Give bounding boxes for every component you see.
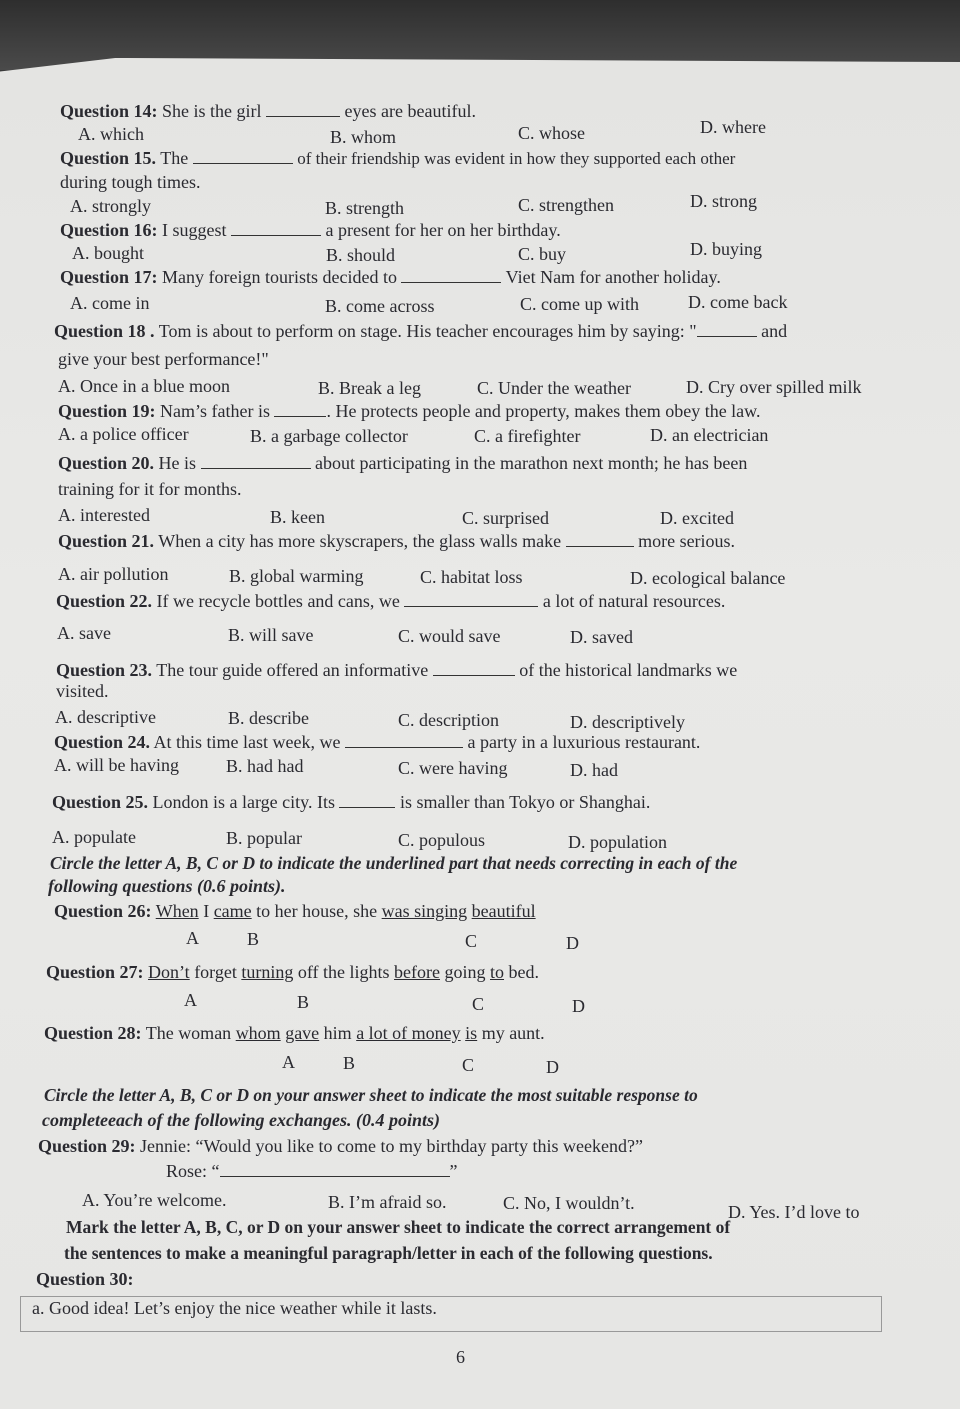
question-15: Question 15. The of their friendship was evident in how they supported each other	[60, 148, 736, 168]
question-16: Question 16: I suggest a present for her on her birthday.	[60, 220, 561, 240]
option-c[interactable]: C. habitat loss	[420, 567, 523, 587]
option-d[interactable]: D. ecological balance	[630, 568, 786, 588]
option-c[interactable]: C. populous	[398, 830, 486, 850]
answer-blank[interactable]	[345, 733, 463, 748]
answer-blank[interactable]	[274, 402, 326, 417]
answer-blank[interactable]	[401, 268, 501, 283]
option-b[interactable]: B. come across	[325, 296, 435, 316]
option-a[interactable]: A. Once in a blue moon	[58, 376, 230, 396]
question-22: Question 22. If we recycle bottles and cans, we a lot of natural resources.	[56, 591, 726, 611]
option-d[interactable]: D. excited	[660, 508, 734, 528]
part-c[interactable]: was singing	[381, 901, 468, 921]
part-b[interactable]: turning	[241, 962, 294, 982]
part-d[interactable]: to	[490, 962, 505, 982]
option-b[interactable]: B. a garbage collector	[250, 426, 408, 446]
letter-d: D	[566, 933, 579, 953]
question-18-continued: give your best performance!"	[58, 349, 269, 369]
option-d[interactable]: D. saved	[570, 627, 633, 647]
part-b[interactable]: gave	[285, 1023, 320, 1043]
option-c[interactable]: C. description	[398, 710, 499, 730]
option-a[interactable]: A. You’re welcome.	[82, 1190, 227, 1210]
option-d[interactable]: D. an electrician	[650, 425, 769, 445]
answer-blank[interactable]	[220, 1162, 450, 1177]
section-instruction: Circle the letter A, B, C or D on your answer sheet to indicate the most suitable response to	[44, 1085, 698, 1105]
answer-blank[interactable]	[566, 532, 634, 547]
option-b[interactable]: B. keen	[270, 507, 325, 527]
option-c[interactable]: C. No, I wouldn’t.	[503, 1193, 635, 1213]
option-c[interactable]: C. come up with	[520, 294, 639, 314]
option-b[interactable]: B. global warming	[229, 566, 364, 586]
question-26: Question 26: When I came to her house, she was singing beautiful	[54, 901, 536, 921]
option-b[interactable]: B. will save	[228, 625, 314, 645]
answer-blank[interactable]	[339, 793, 395, 808]
option-a[interactable]: A. which	[78, 124, 144, 144]
question-14: Question 14: She is the girl eyes are beautiful.	[60, 101, 476, 121]
option-a[interactable]: A. a police officer	[58, 424, 189, 444]
option-b[interactable]: B. popular	[226, 828, 302, 848]
section-instruction-cont: the sentences to make a meaningful paragraph/letter in each of the following questions.	[64, 1243, 713, 1263]
part-b[interactable]: came	[213, 901, 252, 921]
answer-blank[interactable]	[433, 661, 515, 676]
option-a[interactable]: A. descriptive	[55, 707, 156, 727]
letter-a: A	[282, 1052, 295, 1072]
option-d[interactable]: D. buying	[690, 239, 762, 259]
part-d[interactable]: is	[465, 1023, 478, 1043]
letter-d: D	[546, 1057, 559, 1077]
option-d[interactable]: D. come back	[688, 292, 788, 312]
question-21: Question 21. When a city has more skyscrapers, the glass walls make more serious.	[58, 531, 736, 551]
option-d[interactable]: D. population	[568, 832, 667, 852]
option-c[interactable]: C. strengthen	[518, 195, 614, 215]
option-d[interactable]: D. descriptively	[570, 712, 685, 732]
option-d[interactable]: D. where	[700, 117, 766, 137]
question-18: Question 18 . Tom is about to perform on stage. His teacher encourages him by saying: " and	[54, 321, 788, 341]
question-17: Question 17: Many foreign tourists decided to Viet Nam for another holiday.	[60, 267, 721, 287]
option-a[interactable]: A. strongly	[70, 196, 151, 216]
letter-c: C	[462, 1055, 475, 1075]
option-b[interactable]: B. strength	[325, 198, 404, 218]
option-d[interactable]: D. Yes. I’d love to	[728, 1202, 860, 1222]
answer-blank[interactable]	[201, 454, 311, 469]
letter-b: B	[247, 929, 260, 949]
option-a[interactable]: A. populate	[52, 827, 136, 847]
question-28: Question 28: The woman whom gave him a lot of money is my aunt.	[44, 1023, 545, 1043]
question-23: Question 23. The tour guide offered an informative of the historical landmarks we	[56, 660, 738, 680]
answer-blank[interactable]	[231, 221, 321, 236]
part-a[interactable]: When	[155, 901, 199, 921]
option-d[interactable]: D. Cry over spilled milk	[686, 377, 862, 397]
option-b[interactable]: B. whom	[330, 127, 397, 147]
option-c[interactable]: C. Under the weather	[477, 378, 631, 398]
option-c[interactable]: C. whose	[518, 123, 585, 143]
question-25: Question 25. London is a large city. Its is smaller than Tokyo or Shanghai.	[52, 792, 651, 812]
option-b[interactable]: B. Break a leg	[318, 378, 421, 398]
letter-c: C	[472, 994, 485, 1014]
answer-blank[interactable]	[404, 592, 538, 607]
question-29: Question 29: Jennie: “Would you like to come to my birthday party this weekend?”	[38, 1136, 643, 1156]
option-a[interactable]: A. air pollution	[58, 564, 169, 584]
letter-d: D	[572, 996, 585, 1016]
option-c[interactable]: C. buy	[518, 244, 567, 264]
option-c[interactable]: C. a firefighter	[474, 426, 581, 446]
option-b[interactable]: B. describe	[228, 708, 309, 728]
option-c[interactable]: C. would save	[398, 626, 501, 646]
letter-b: B	[297, 992, 310, 1012]
option-d[interactable]: D. strong	[690, 191, 757, 211]
option-a[interactable]: A. save	[57, 623, 111, 643]
answer-blank[interactable]	[266, 102, 340, 117]
option-a[interactable]: A. bought	[72, 243, 144, 263]
letter-b: B	[343, 1053, 356, 1073]
question-20-continued: training for it for months.	[58, 479, 242, 499]
page-number: 6	[456, 1347, 465, 1367]
option-a[interactable]: A. interested	[58, 505, 150, 525]
option-a[interactable]: A. will be having	[54, 755, 179, 775]
question-27: Question 27: Don’t forget turning off the lights before going to bed.	[46, 962, 540, 982]
answer-blank[interactable]	[193, 149, 293, 164]
question-20: Question 20. He is about participating in the marathon next month; he has been	[58, 453, 748, 473]
question-29-response: Rose: “ ”	[166, 1161, 458, 1181]
section-instruction-cont: following questions (0.6 points).	[48, 876, 286, 896]
option-d[interactable]: D. had	[570, 760, 618, 780]
option-b[interactable]: B. should	[326, 245, 396, 265]
option-a[interactable]: A. come in	[70, 293, 150, 313]
part-a[interactable]: whom	[235, 1023, 281, 1043]
part-c[interactable]: a lot of money	[356, 1023, 461, 1043]
question-23-continued: visited.	[56, 681, 109, 701]
section-instruction: Circle the letter A, B, C or D to indicate the underlined part that needs correcting in each of the	[50, 853, 738, 873]
part-c[interactable]: before	[394, 962, 440, 982]
answer-blank[interactable]	[697, 322, 757, 337]
section-instruction: Mark the letter A, B, C, or D on your answer sheet to indicate the correct arrangement of	[66, 1217, 731, 1237]
letter-a: A	[184, 990, 197, 1010]
part-a[interactable]: Don’t	[148, 962, 190, 982]
question-19: Question 19: Nam’s father is . He protects people and property, makes them obey the law.	[58, 401, 761, 421]
question-15-continued: during tough times.	[60, 172, 201, 192]
part-d[interactable]: beautiful	[471, 901, 536, 921]
letter-c: C	[465, 931, 478, 951]
option-b[interactable]: B. I’m afraid so.	[328, 1192, 447, 1212]
sentence-a: a. Good idea! Let’s enjoy the nice weather while it lasts.	[32, 1298, 437, 1318]
option-c[interactable]: C. surprised	[462, 508, 549, 528]
question-30-label: Question 30:	[36, 1269, 134, 1289]
option-c[interactable]: C. were having	[398, 758, 508, 778]
option-b[interactable]: B. had had	[226, 756, 304, 776]
letter-a: A	[186, 928, 199, 948]
section-instruction-cont: completeeach of the following exchanges. (0.4 points)	[42, 1110, 440, 1130]
question-24: Question 24. At this time last week, we a party in a luxurious restaurant.	[54, 732, 701, 752]
